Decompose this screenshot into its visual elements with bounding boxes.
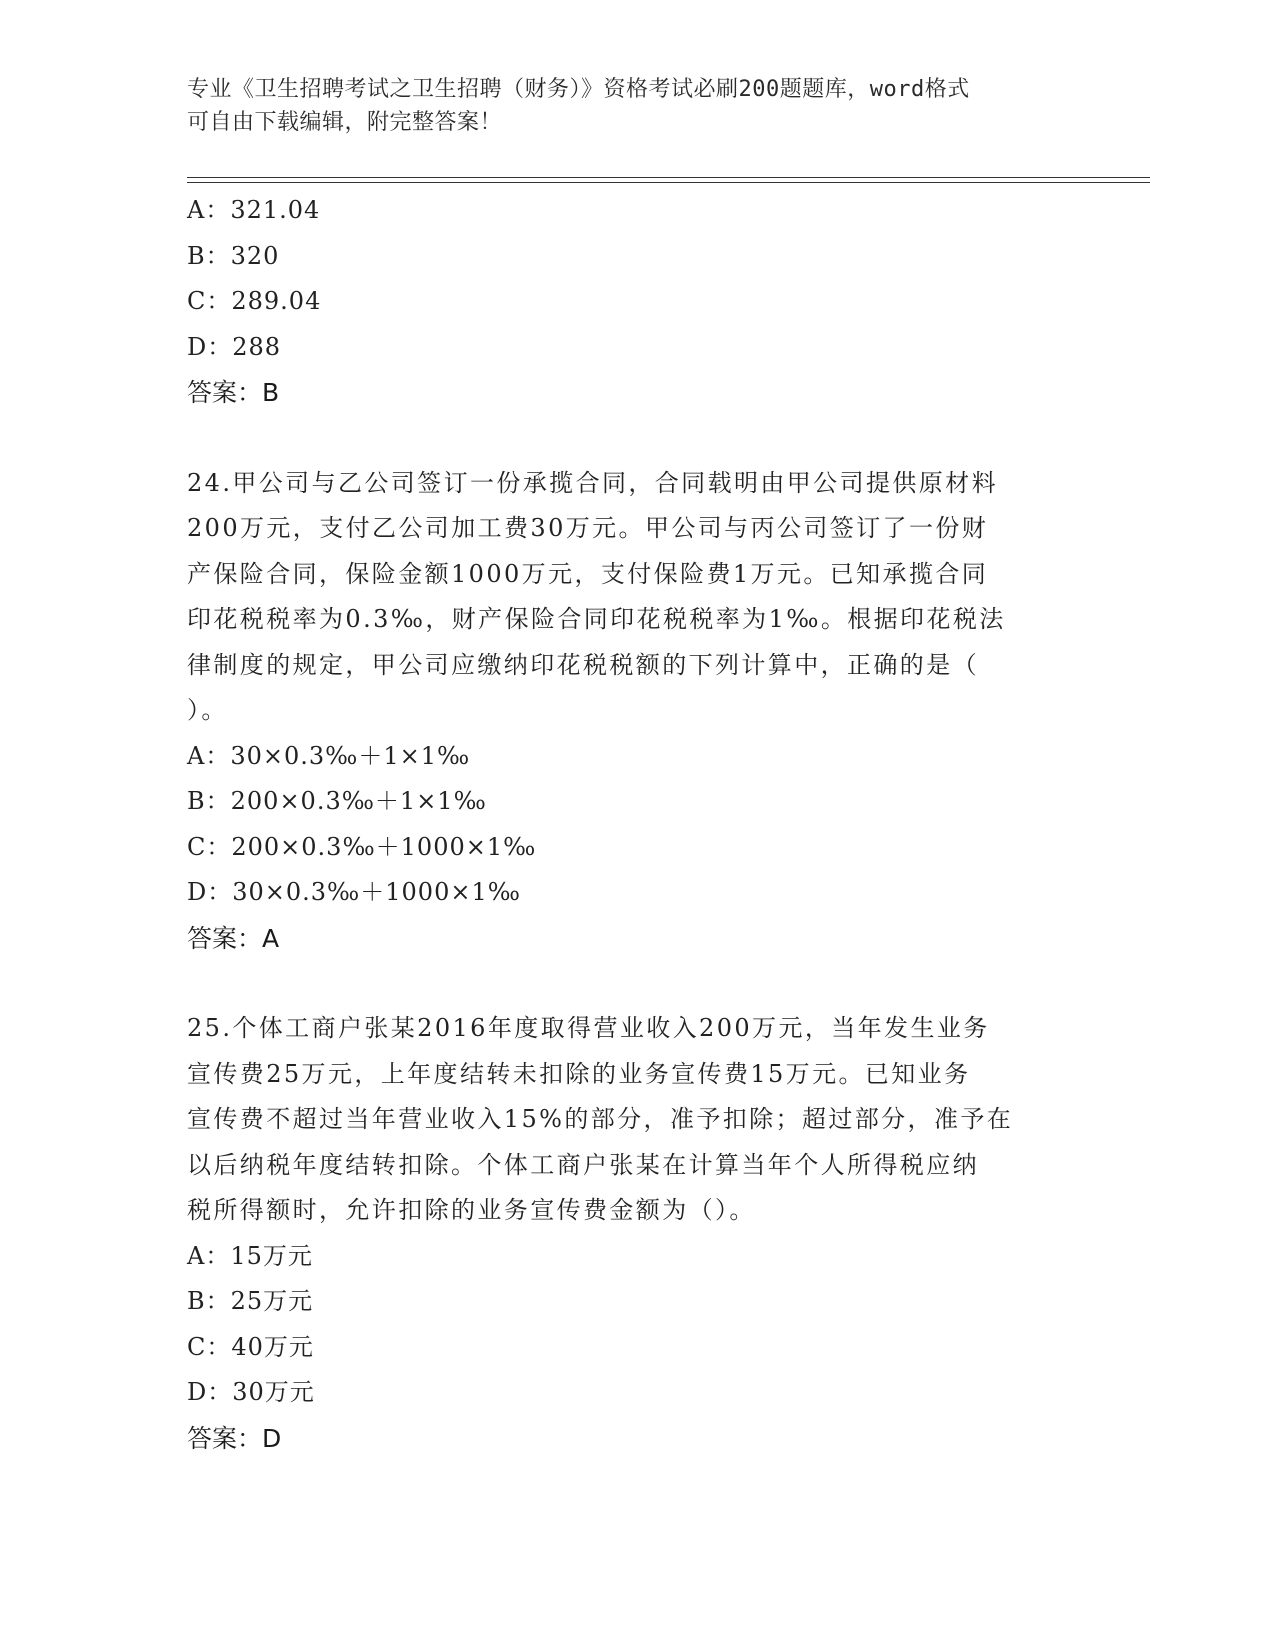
- question-stem-line: 产保险合同，保险金额1000万元，支付保险费1万元。已知承揽合同: [187, 559, 989, 588]
- question-stem-line: 印花税税率为0.3‰，财产保险合同印花税税率为1‰。根据印花税法: [187, 605, 1006, 633]
- option-a: A：321.04: [187, 196, 321, 224]
- question-stem-line: 宣传费不超过当年营业收入15%的部分，准予扣除；超过部分，准予在: [187, 1105, 1014, 1133]
- header-line-2: 可自由下载编辑，附完整答案！: [187, 110, 503, 135]
- option-a: A：15万元: [187, 1241, 313, 1270]
- question-stem-line: 以后纳税年度结转扣除。个体工商户张某在计算当年个人所得税应纳: [187, 1150, 979, 1179]
- question-list: [187, 188, 1087, 1461]
- option-b: B：25万元: [187, 1287, 314, 1315]
- option-d: D：288: [187, 332, 282, 361]
- option-c: C：200×0.3‰＋1000×1‰: [187, 832, 537, 861]
- question-stem-line: 宣传费25万元，上年度结转未扣除的业务宣传费15万元。已知业务: [187, 1059, 971, 1088]
- option-a: A：30×0.3‰＋1×1‰: [187, 741, 471, 770]
- header-divider-top: [187, 177, 1150, 178]
- header-line-1: 专业《卫生招聘考试之卫生招聘（财务）》资格考试必刷200题题库，word格式: [187, 77, 970, 102]
- question-stem-line: 200万元，支付乙公司加工费30万元。甲公司与丙公司签订了一份财: [187, 514, 989, 542]
- option-c: C：40万元: [187, 1332, 314, 1361]
- question-stem-line: 律制度的规定，甲公司应缴纳印花税税额的下列计算中，正确的是（: [187, 650, 979, 679]
- header-divider-bottom: [187, 182, 1150, 183]
- question-23: [187, 188, 1087, 416]
- option-c: C：289.04: [187, 287, 322, 315]
- question-stem-line: 24.甲公司与乙公司签订一份承揽合同，合同载明由甲公司提供原材料: [187, 468, 998, 497]
- answer-label: 答案：B: [187, 378, 280, 407]
- option-b: B：200×0.3‰＋1×1‰: [187, 787, 487, 815]
- question-stem-line: 税所得额时，允许扣除的业务宣传费金额为（）。: [187, 1196, 756, 1224]
- question-stem-line: 25.个体工商户张某2016年度取得营业收入200万元，当年发生业务: [187, 1014, 990, 1042]
- option-b: B：320: [187, 241, 280, 270]
- question-25: [187, 1006, 1087, 1461]
- answer-label: 答案：A: [187, 923, 280, 953]
- answer-label: 答案：D: [187, 1423, 282, 1453]
- option-d: D：30万元: [187, 1378, 315, 1406]
- question-spacer: [187, 416, 1087, 461]
- question-spacer: [187, 961, 1087, 1006]
- document-header: [187, 73, 1067, 139]
- option-d: D：30×0.3‰＋1000×1‰: [187, 878, 521, 906]
- question-24: [187, 461, 1087, 962]
- question-stem-line: ）。: [187, 696, 228, 724]
